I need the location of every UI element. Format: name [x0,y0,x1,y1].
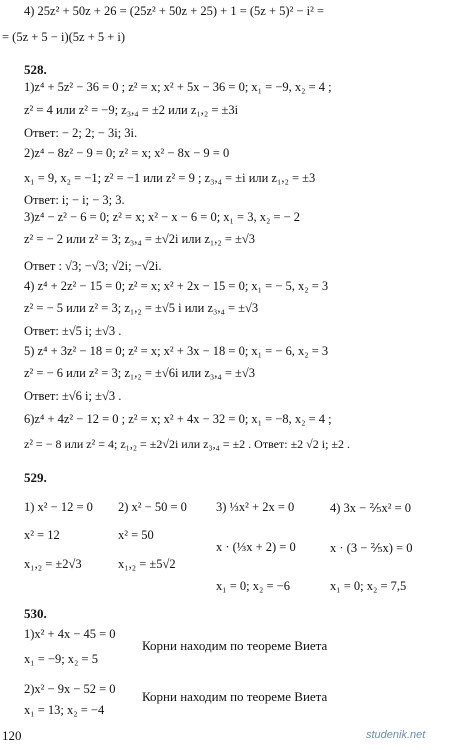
equation-line: z² = − 6 или z² = 3; z₁,₂ = ±√6i или z₃,₄ = ±√3 [24,366,255,380]
equation-line: 4) 25z² + 50z + 26 = (25z² + 50z + 25) + 1 = (5z + 5)² − i² = [24,4,325,18]
equation-line: x² = 50 [118,528,154,542]
page-number: 120 [2,728,22,743]
answer-line: Ответ: ±√6 i; ±√3 . [24,389,122,403]
vieta-note: Корни находим по теореме Виета [142,689,328,704]
equation-line: x² = 12 [24,528,60,542]
watermark-logo: studenik.net [366,729,426,741]
equation-line: 1)z⁴ + 5z² − 36 = 0 ; z² = x; x² + 5x − 36 = 0; x₁ = −9, x₂ = 4 ; [24,80,332,94]
equation-line: x₁ = 9, x₂ = −1; z² = −1 или z² = 9 ; z₃,₄ = ±i или z₁,₂ = ±3 [24,171,316,185]
equation-line: 1)x² + 4x − 45 = 0 [24,627,116,641]
problem-heading-528: 528. [24,62,47,77]
equation-line: 5) z⁴ + 3z² − 18 = 0; z² = x; x² + 3x − 18 = 0; x₁ = − 6, x₂ = 3 [24,344,329,358]
equation-line: 4) z⁴ + 2z² − 15 = 0; z² = x; x² + 2x − 15 = 0; x₁ = − 5, x₂ = 3 [24,279,329,293]
problem-heading-529: 529. [24,470,47,485]
equation-line: z² = 4 или z² = −9; z₃,₄ = ±2 или z₁,₂ = ±3i [24,103,239,117]
equation-line: 4) 3x − ⅖x² = 0 [330,501,411,515]
equation-line: x₁,₂ = ±5√2 [118,557,176,571]
equation-line: 3) ⅓x² + 2x = 0 [216,500,295,514]
equation-line: 2)x² − 9x − 52 = 0 [24,682,116,696]
equation-line: x₁,₂ = ±2√3 [24,557,82,571]
equation-line: 2)z⁴ − 8z² − 9 = 0; z² = x; x² − 8x − 9 = 0 [24,146,230,160]
vieta-note: Корни находим по теореме Виета [142,638,328,653]
equation-line: x₁ = 0; x₂ = −6 [216,579,290,593]
equation-line: = (5z + 5 − i)(5z + 5 + i) [2,30,126,44]
answer-line: Ответ : √3; −√3; √2i; −√2i. [24,259,162,273]
equation-line: 2) x² − 50 = 0 [118,500,187,514]
equation-line: z² = − 8 или z² = 4; z₁,₂ = ±2√2i или z₃,₄ = ±2 . Ответ: ±2 √2 i; ±2 . [24,437,350,451]
problem-heading-530: 530. [24,606,47,621]
equation-line: x · (3 − ⅖x) = 0 [330,541,413,555]
equation-line: z² = − 2 или z² = 3; z₃,₄ = ±√2i или z₁,₂ = ±√3 [24,232,255,246]
answer-line: Ответ: i; − i; − 3; 3. [24,193,125,207]
equation-line: 6)z⁴ + 4z² − 12 = 0 ; z² = x; x² + 4x − 32 = 0; x₁ = −8, x₂ = 4 ; [24,412,332,426]
equation-line: 1) x² − 12 = 0 [24,500,93,514]
answer-line: Ответ: ±√5 i; ±√3 . [24,324,122,338]
equation-line: x₁ = 13; x₂ = −4 [24,703,105,717]
equation-line: x₁ = 0; x₂ = 7,5 [330,579,407,593]
equation-line: 3)z⁴ − z² − 6 = 0; z² = x; x² − x − 6 = 0; x₁ = 3, x₂ = − 2 [24,210,301,224]
answer-line: Ответ: − 2; 2; − 3i; 3i. [24,126,138,140]
equation-line: x₁ = −9; x₂ = 5 [24,652,98,666]
equation-line: z² = − 5 или z² = 3; z₁,₂ = ±√5 i или z₃,₄ = ±√3 [24,301,259,315]
equation-line: x · (⅓x + 2) = 0 [216,540,296,554]
